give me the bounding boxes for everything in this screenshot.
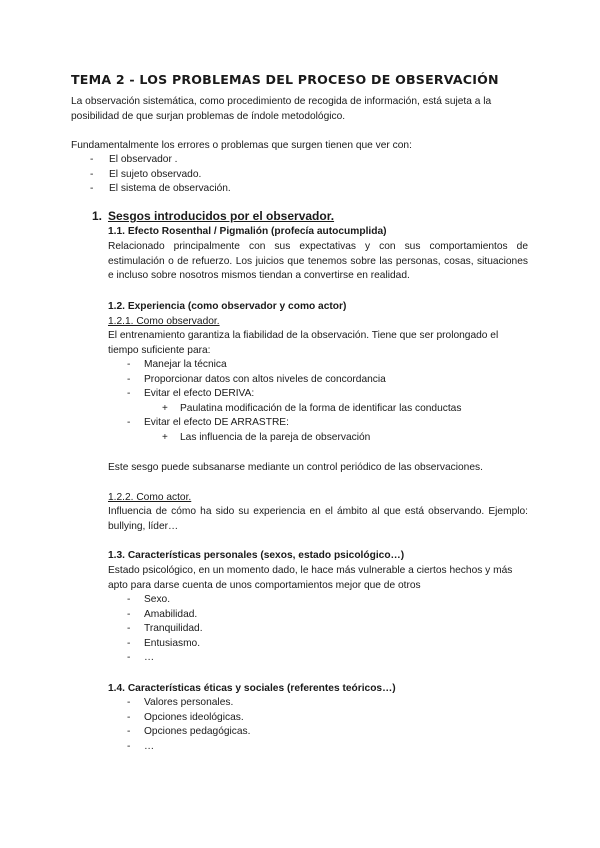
dash-marker: -: [127, 740, 131, 752]
dash-marker: -: [127, 608, 131, 620]
page-title: TEMA 2 - LOS PROBLEMAS DEL PROCESO DE OBSERVACIÓN: [71, 72, 499, 87]
heading-1-4: 1.4. Características éticas y sociales (referentes teóricos…): [108, 683, 396, 694]
intro-paragraph: La observación sistemática, como procedimiento de recogida de información, está sujeta a la posibilidad de que surjan problemas de índole metodológico.: [71, 96, 492, 122]
list-item: - …: [127, 740, 250, 755]
list-item: - Opciones pedagógicas.: [127, 725, 250, 740]
list-item: - Sexo.: [127, 593, 203, 608]
dash-marker: -: [127, 417, 131, 429]
list-item: - Opciones ideológicas.: [127, 711, 250, 726]
heading-1-3: 1.3. Características personales (sexos, estado psicológico…): [108, 550, 405, 561]
sub-list-item: + Las influencia de la pareja de observación: [127, 431, 461, 446]
paragraph-1-2-2: Influencia de cómo ha sido su experiencia en el ámbito al que está observando. Ejemplo: bullying, líder…: [108, 506, 528, 532]
dash-marker: -: [127, 388, 131, 400]
list-item: - El observador .: [90, 153, 231, 168]
heading-1-1: 1.1. Efecto Rosenthal / Pigmalión (profecía autocumplida): [108, 226, 387, 237]
dash-marker: -: [90, 168, 94, 180]
dash-marker: -: [90, 183, 94, 195]
heading-1-2: 1.2. Experiencia (como observador y como actor): [108, 301, 347, 312]
list-item: - Evitar el efecto DE ARRASTRE:: [127, 416, 461, 431]
sub-list-item: + Paulatina modificación de la forma de identificar las conductas: [127, 402, 461, 417]
list-item: - Evitar el efecto DERIVA:: [127, 387, 461, 402]
paragraph-1-2-1: El entrenamiento garantiza la fiabilidad de la observación. Tiene que ser prolongado el tiempo suficiente para:: [108, 330, 499, 356]
list-item: - El sistema de observación.: [90, 182, 231, 197]
dash-marker: -: [127, 623, 131, 635]
dash-marker: -: [127, 726, 131, 738]
subheading-1-2-1: 1.2.1. Como observador.: [108, 316, 220, 327]
dash-marker: -: [127, 373, 131, 385]
section-1-heading: [92, 209, 334, 224]
paragraph-1-1: Relacionado principalmente con sus expectativas y con sus comportamientos de estimulación o de refuerzo. Los juicios que tenemos sobre las personas, cosas, situaciones e incluso sobre nosotros mismos tiendan a convertirse en realidad.: [108, 241, 528, 282]
list-item: - …: [127, 651, 203, 666]
dash-marker: -: [127, 697, 131, 708]
ethical-social-list: [127, 696, 250, 754]
list-item: - Manejar la técnica: [127, 358, 461, 373]
list-item: - Entusiasmo.: [127, 637, 203, 652]
dash-marker: -: [127, 711, 131, 723]
list-item: - Proporcionar datos con altos niveles de concordancia: [127, 373, 461, 388]
section-title: Sesgos introducidos por el observador.: [108, 209, 335, 223]
paragraph-1-3: Estado psicológico, en un momento dado, le hace más vulnerable a ciertos hechos y más apto para darse cuenta de unos comportamientos mejor que de otros: [108, 565, 513, 591]
dash-marker: -: [127, 637, 131, 649]
subheading-1-2-2: 1.2.2. Como actor.: [108, 492, 192, 503]
list-item: - El sujeto observado.: [90, 168, 231, 183]
dash-marker: -: [127, 359, 131, 370]
fundamentals-list: [90, 153, 231, 197]
dash-marker: -: [127, 594, 131, 605]
dash-marker: -: [90, 154, 94, 165]
plus-marker: +: [162, 402, 168, 414]
dash-marker: -: [127, 652, 131, 664]
personal-traits-list: [127, 593, 203, 666]
list-item: - Valores personales.: [127, 696, 250, 711]
training-list: [127, 358, 461, 446]
plus-marker: +: [162, 431, 168, 443]
list-item: - Amabilidad.: [127, 608, 203, 623]
bias-note: Este sesgo puede subsanarse mediante un control periódico de las observaciones.: [108, 462, 483, 473]
list-item: - Tranquilidad.: [127, 622, 203, 637]
section-number: 1.: [92, 209, 103, 223]
fundamentals-intro: Fundamentalmente los errores o problemas que surgen tienen que ver con:: [71, 140, 412, 151]
